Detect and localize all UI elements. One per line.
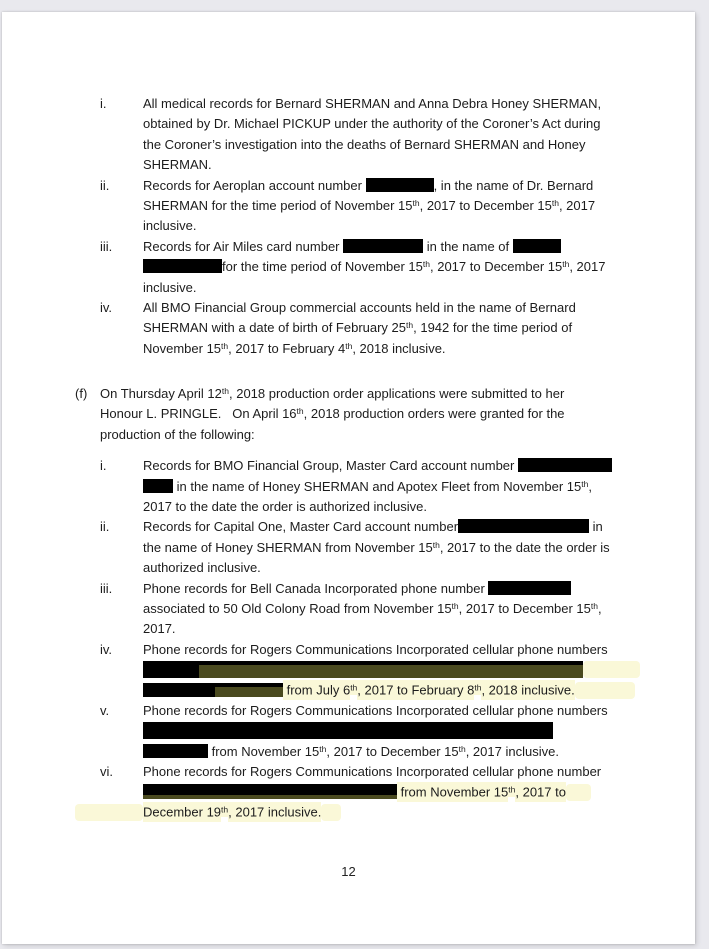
- text-line: [143, 278, 695, 298]
- list-item: [2, 176, 695, 237]
- text-run: Records for Capital One, Master Card account number: [143, 519, 459, 535]
- ordinal-suffix: th: [345, 340, 353, 351]
- text-line: [143, 318, 695, 338]
- text-line: [143, 538, 695, 558]
- redaction-bar: [215, 683, 283, 697]
- text-line: [143, 660, 695, 680]
- text-run: All medical records for Bernard SHERMAN and Anna Debra Honey SHERMAN,: [143, 96, 602, 111]
- text-line: [143, 783, 695, 803]
- list-item: [2, 579, 695, 640]
- ordinal-suffix: th: [406, 320, 414, 331]
- text-run: , 2017 to December 15: [458, 600, 591, 616]
- highlight-band: [583, 661, 640, 678]
- list-marker: iii.: [100, 238, 113, 254]
- list-item: [2, 456, 695, 517]
- list-marker: iii.: [100, 580, 113, 596]
- ordinal-suffix: th: [350, 680, 357, 695]
- text-line: [143, 742, 695, 762]
- list-marker: vi.: [100, 764, 113, 780]
- redaction-bar: [143, 683, 215, 697]
- text-run: , 2017 inclusive.: [465, 743, 559, 759]
- text-line: [100, 404, 695, 424]
- text-run: in the name of Honey SHERMAN and Apotex Fleet from November 15: [173, 478, 582, 494]
- ordinal-suffix: th: [432, 539, 440, 550]
- text-run: Records for BMO Financial Group, Master Card account number: [143, 458, 518, 474]
- text-run: ,: [597, 600, 602, 616]
- list-item: [2, 517, 695, 578]
- redaction-bar: [458, 519, 589, 533]
- ordinal-suffix: th: [422, 259, 430, 270]
- list-marker: v.: [100, 702, 110, 718]
- ordinal-suffix: th: [458, 743, 466, 754]
- text-run: , 1942 for the time period of: [413, 320, 573, 336]
- list-marker: i.: [100, 458, 107, 474]
- text-run: Records for Air Miles card number: [143, 238, 344, 254]
- text-run: Phone records for Bell Canada Incorporated phone number: [143, 580, 489, 596]
- text-line: [143, 762, 695, 782]
- text-run: Honour L. PRINGLE. On April 16: [100, 406, 297, 422]
- text-run: November 15: [143, 340, 222, 356]
- text-run: , 2017 to December 15: [429, 259, 563, 275]
- text-line: [143, 237, 695, 257]
- text-line: [143, 599, 695, 619]
- text-run: obtained by Dr. Michael PICKUP under the authority of the Coroner’s Act during: [143, 116, 601, 132]
- text-run: , 2017 to February 8: [357, 680, 474, 700]
- redaction-bar: [513, 239, 561, 253]
- list-marker: ii.: [100, 177, 110, 193]
- text-line: [143, 681, 695, 701]
- text-line: [143, 721, 695, 741]
- list-marker: ii.: [100, 519, 110, 535]
- ordinal-suffix: th: [221, 802, 228, 817]
- text-run: , 2018 inclusive.: [352, 340, 446, 356]
- text-line: [143, 339, 695, 359]
- text-run: , 2017: [558, 197, 596, 213]
- redaction-bar: [143, 722, 553, 739]
- text-run: SHERMAN.: [143, 157, 212, 173]
- text-run: authorized inclusive.: [143, 560, 261, 576]
- text-line: [143, 477, 695, 497]
- ordinal-suffix: th: [319, 743, 327, 754]
- highlight-band: [575, 682, 635, 699]
- text-line: [143, 619, 695, 639]
- highlight-band: [566, 784, 591, 801]
- text-run: On Thursday April 12: [100, 386, 222, 402]
- text-run: in the name of: [423, 238, 513, 254]
- redaction-bar: [143, 744, 208, 758]
- redaction-bar: [143, 784, 397, 799]
- text-run: SHERMAN for the time period of November 15: [143, 197, 413, 213]
- redaction-bar: [199, 661, 583, 678]
- redaction-bar: [143, 661, 199, 678]
- roman-list: [2, 456, 695, 823]
- list-item: [2, 762, 695, 823]
- highlight-band: [75, 804, 143, 821]
- text-run: the name of Honey SHERMAN from November 15: [143, 539, 433, 555]
- list-marker: i.: [100, 96, 107, 111]
- text-run: 2017.: [143, 621, 176, 637]
- ordinal-suffix: th: [474, 680, 481, 695]
- ordinal-suffix: th: [412, 197, 420, 208]
- text-run: , 2017 to December 15: [419, 197, 552, 213]
- document-page: [2, 12, 695, 944]
- text-line: [143, 176, 695, 196]
- text-run: inclusive.: [143, 279, 197, 295]
- page-number: 12: [341, 864, 356, 879]
- text-run: , 2018 production order applications were submitted to her: [228, 386, 565, 402]
- redaction-bar: [143, 259, 222, 273]
- ordinal-suffix: th: [508, 782, 515, 797]
- text-run: Records for Aeroplan account number: [143, 177, 366, 193]
- paragraph-label: (f): [75, 386, 88, 402]
- text-run: inclusive.: [143, 218, 197, 234]
- ordinal-suffix: th: [221, 340, 229, 351]
- text-run: All BMO Financial Group commercial accounts held in the name of Bernard: [143, 299, 576, 315]
- text-run: , in the name of Dr. Bernard: [433, 177, 594, 193]
- text-run: , 2017 to: [515, 782, 566, 802]
- text-run: from November 15: [208, 743, 320, 759]
- ordinal-suffix: th: [451, 600, 459, 611]
- text-line: [100, 425, 695, 445]
- text-run: SHERMAN with a date of birth of February 25: [143, 320, 407, 336]
- text-run: associated to 50 Old Colony Road from November 15: [143, 600, 452, 616]
- ordinal-suffix: th: [296, 406, 304, 417]
- ordinal-suffix: th: [551, 197, 559, 208]
- text-run: in: [589, 519, 603, 535]
- text-run: 2017 to the date the order is authorized inclusive.: [143, 499, 428, 515]
- text-run: from November 15: [397, 782, 508, 802]
- text-run: , 2017 to February 4: [228, 340, 346, 356]
- text-line: [100, 384, 695, 404]
- text-run: , 2017 to the date the order is: [439, 539, 610, 555]
- text-run: production of the following:: [100, 426, 255, 442]
- roman-list: [2, 94, 695, 359]
- text-run: , 2017 to December 15: [326, 743, 459, 759]
- text-run: Phone records for Rogers Communications Incorporated cellular phone numbers: [143, 641, 608, 657]
- list-item: [2, 298, 695, 359]
- text-line: [143, 558, 695, 578]
- text-line: [143, 640, 695, 660]
- list-item: [2, 640, 695, 701]
- redaction-bar: [366, 178, 434, 192]
- text-line: [143, 456, 695, 476]
- text-line: [143, 216, 695, 236]
- redaction-bar: [518, 458, 612, 472]
- highlight-band: [321, 804, 341, 821]
- ordinal-suffix: th: [221, 386, 229, 397]
- ordinal-suffix: th: [562, 259, 570, 270]
- redaction-bar: [488, 581, 571, 595]
- text-line: [143, 497, 695, 517]
- text-run: , 2018 production orders were granted for the: [303, 406, 565, 422]
- list-item: [2, 701, 695, 762]
- text-run: , 2018 inclusive.: [481, 680, 574, 700]
- text-run: from July 6: [283, 680, 350, 700]
- text-run: , 2017: [569, 259, 606, 275]
- redaction-bar: [343, 239, 423, 253]
- list-item: [2, 237, 695, 298]
- text-run: Phone records for Rogers Communications Incorporated cellular phone numbers: [143, 702, 608, 718]
- text-line: [143, 517, 695, 537]
- text-line: [143, 196, 695, 216]
- lettered-paragraph: [2, 384, 695, 445]
- text-line: [143, 579, 695, 599]
- ordinal-suffix: th: [590, 600, 598, 611]
- text-line: [143, 94, 695, 114]
- text-line: [143, 298, 695, 318]
- list-marker: iv.: [100, 299, 113, 315]
- text-line: [143, 257, 695, 277]
- text-run: for the time period of November 15: [222, 259, 423, 275]
- ordinal-suffix: th: [581, 478, 589, 489]
- text-line: [143, 701, 695, 721]
- text-run: ,: [588, 478, 592, 494]
- text-line: [143, 803, 695, 823]
- text-line: [143, 114, 695, 134]
- text-run: December 19: [143, 802, 221, 822]
- list-item: [2, 94, 695, 176]
- list-marker: iv.: [100, 641, 113, 657]
- document-body: [2, 94, 695, 823]
- text-run: Phone records for Rogers Communications Incorporated cellular phone number: [143, 764, 602, 780]
- redaction-bar: [143, 479, 173, 493]
- text-line: [143, 135, 695, 155]
- text-run: , 2017 inclusive.: [228, 802, 321, 822]
- text-run: the Coroner’s investigation into the deaths of Bernard SHERMAN and Honey: [143, 136, 586, 152]
- text-line: [143, 155, 695, 175]
